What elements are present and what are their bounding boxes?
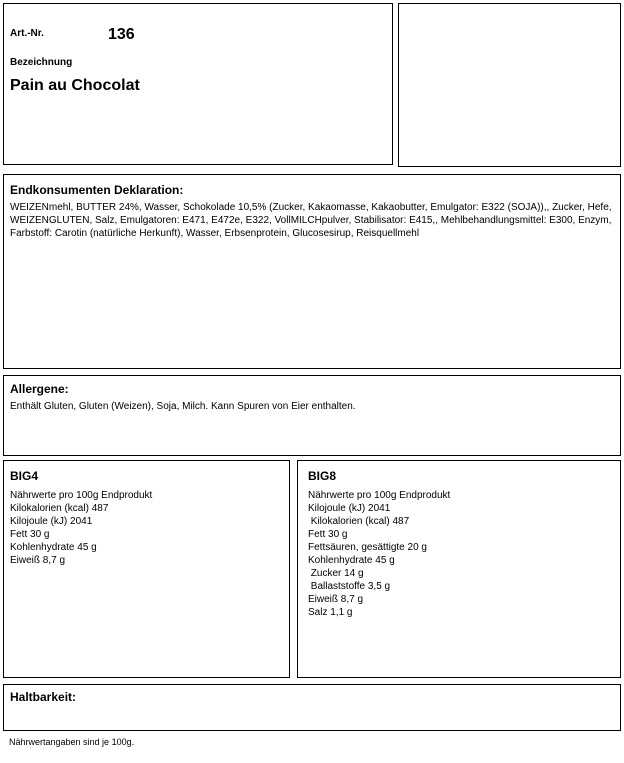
- header-box: [3, 3, 393, 165]
- big4-line: Kilokalorien (kcal) 487: [10, 503, 109, 514]
- big4-line: Kohlenhydrate 45 g: [10, 542, 97, 553]
- art-nr-label: Art.-Nr.: [10, 28, 44, 39]
- big8-line: Ballaststoffe 3,5 g: [308, 581, 391, 592]
- deklaration-title: Endkonsumenten Deklaration:: [10, 183, 184, 197]
- big4-line: Nährwerte pro 100g Endprodukt: [10, 490, 153, 501]
- deklaration-text: WEIZENmehl, BUTTER 24%, Wasser, Schokolade 10,5% (Zucker, Kakaomasse, Kakaobutter, Emulgator: E322 (SOJA)),, Zucker, Hefe, WEIZENGLUTEN, Salz, Emulgatoren: E471, E472e, E322, VollMILCHpulver, Stabilisator: E415,, Mehlbehandlungsmittel: E300, Enzym, Farbstoff: Carotin (natürliche Herkunft), Wasser, Erbsenprotein, Glucosesirup, Reisquellmehl: [10, 202, 615, 239]
- deklaration-box: [3, 174, 621, 369]
- big4-nutrition-list: [10, 489, 152, 567]
- bezeichnung-label: Bezeichnung: [10, 57, 73, 68]
- big8-line: Nährwerte pro 100g Endprodukt: [308, 490, 451, 501]
- big8-line: Fettsäuren, gesättigte 20 g: [308, 542, 427, 553]
- haltbarkeit-title: Haltbarkeit:: [10, 690, 77, 704]
- haltbarkeit-box: [3, 684, 621, 731]
- big4-title: BIG4: [10, 469, 39, 483]
- big4-box: [3, 460, 290, 678]
- big8-nutrition-list: [308, 489, 450, 619]
- big4-line: Kilojoule (kJ) 2041: [10, 516, 93, 527]
- footer-note: Nährwertangaben sind je 100g.: [9, 737, 135, 747]
- allergene-text: Enthält Gluten, Gluten (Weizen), Soja, Milch. Kann Spuren von Eier enthalten.: [10, 401, 356, 412]
- big8-line: Kilokalorien (kcal) 487: [308, 516, 410, 527]
- big8-line: Zucker 14 g: [308, 568, 364, 579]
- big4-line: Fett 30 g: [10, 529, 50, 540]
- allergene-title: Allergene:: [10, 382, 69, 396]
- big8-title: BIG8: [308, 469, 337, 483]
- big8-box: [297, 460, 621, 678]
- art-nr-value: 136: [108, 26, 135, 43]
- product-name: Pain au Chocolat: [10, 77, 140, 94]
- big8-line: Kohlenhydrate 45 g: [308, 555, 395, 566]
- big8-line: Salz 1,1 g: [308, 607, 353, 618]
- big8-line: Fett 30 g: [308, 529, 348, 540]
- allergene-box: [3, 375, 621, 456]
- big4-line: Eiweiß 8,7 g: [10, 555, 66, 566]
- image-box: [398, 3, 621, 167]
- big8-line: Kilojoule (kJ) 2041: [308, 503, 391, 514]
- big8-line: Eiweiß 8,7 g: [308, 594, 364, 605]
